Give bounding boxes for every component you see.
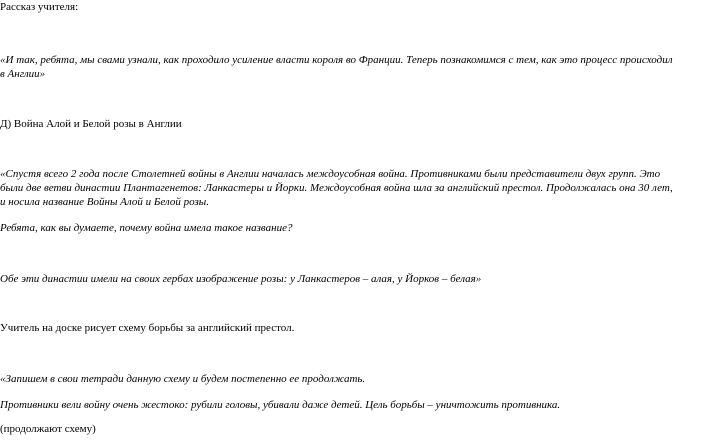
- teacher-action-text: Учитель на доске рисует схему борьбы за английский престол.: [0, 322, 295, 334]
- continuation-text: (продолжают схему): [0, 423, 96, 435]
- section-heading: Д) Война Алой и Белой розы в Англии: [0, 118, 182, 130]
- quote-2-line-3: и носила название Войны Алой и Белой розы.: [0, 196, 209, 208]
- quote-2-line-1: «Спустя всего 2 года после Столетней войны в Англии началась междоусобная война. Противниками были представители двух групп. Это: [0, 168, 661, 180]
- conclusion-text: Противники вели войну очень жестоко: рубили головы, убивали даже детей. Цель борьбы – уничтожить противника.: [0, 399, 561, 411]
- intro-label: Рассказ учителя:: [0, 1, 79, 13]
- question-text: Ребята, как вы думаете, почему война имела такое название?: [0, 222, 293, 234]
- quote-1-line-1: «И так, ребята, мы свами узнали, как проходило усиление власти короля во Франции. Теперь познакомимся с тем, как это процесс происходил: [0, 54, 673, 66]
- quote-2-line-2: были две ветви династии Плантагенетов: Ланкастеры и Йорки. Междоусобная война шла за английский престол. Продолжалась она 30 лет,: [0, 182, 673, 194]
- instruction-text: «Запишем в свои тетради данную схему и будем постепенно ее продолжать.: [0, 373, 366, 385]
- quote-1-line-2: в Англии»: [0, 68, 46, 80]
- answer-text: Обе эти династии имели на своих гербах изображение розы: у Ланкастеров – алая, у Йорков – белая»: [0, 273, 482, 285]
